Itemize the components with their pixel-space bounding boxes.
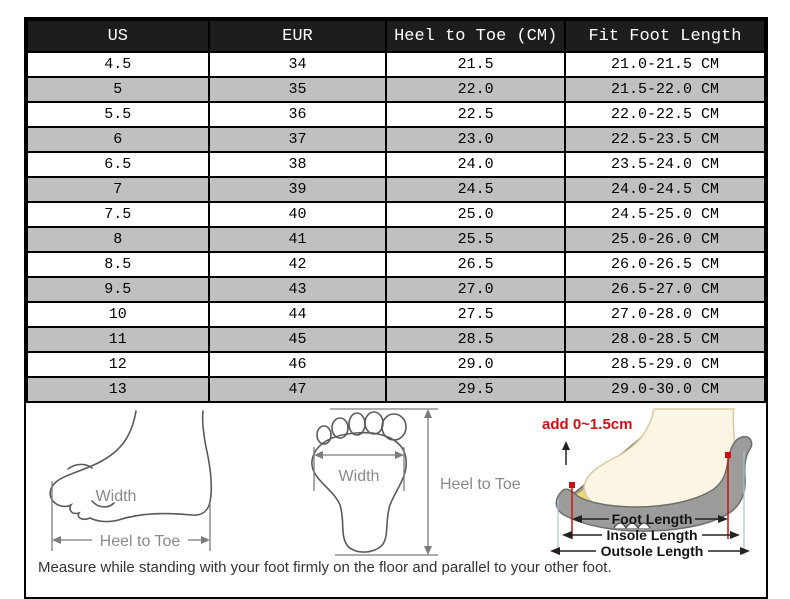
table-cell: 23.0 <box>386 127 565 152</box>
table-cell: 26.0-26.5 CM <box>565 252 765 277</box>
table-cell: 36 <box>209 102 387 127</box>
table-cell: 22.0 <box>386 77 565 102</box>
table-cell: 11 <box>27 327 209 352</box>
table-cell: 6 <box>27 127 209 152</box>
table-header-row <box>27 20 765 52</box>
size-chart-panel <box>24 17 768 599</box>
table-cell: 5 <box>27 77 209 102</box>
column-header-heel-to-toe: Heel to Toe (CM) <box>386 20 565 52</box>
table-row <box>27 327 765 352</box>
column-header-fit-foot-length: Fit Foot Length <box>565 20 765 52</box>
insole-length-label: Insole Length <box>606 527 698 543</box>
table-cell: 29.5 <box>386 377 565 402</box>
table-cell: 43 <box>209 277 387 302</box>
table-cell: 24.0-24.5 CM <box>565 177 765 202</box>
table-cell: 8.5 <box>27 252 209 277</box>
table-row <box>27 377 765 402</box>
table-cell: 28.5-29.0 CM <box>565 352 765 377</box>
table-row <box>27 277 765 302</box>
table-row <box>27 227 765 252</box>
table-cell: 34 <box>209 52 387 77</box>
side-foot-heel-to-toe-label: Heel to Toe <box>99 533 181 550</box>
size-chart-table <box>26 19 766 403</box>
table-cell: 35 <box>209 77 387 102</box>
measurement-diagrams <box>26 403 766 597</box>
table-cell: 25.5 <box>386 227 565 252</box>
table-cell: 21.5 <box>386 52 565 77</box>
table-cell: 23.5-24.0 CM <box>565 152 765 177</box>
table-row <box>27 302 765 327</box>
table-cell: 40 <box>209 202 387 227</box>
table-cell: 44 <box>209 302 387 327</box>
table-cell: 29.0 <box>386 352 565 377</box>
table-cell: 4.5 <box>27 52 209 77</box>
add-allowance-arrow <box>562 441 570 465</box>
table-cell: 27.0 <box>386 277 565 302</box>
table-row <box>27 152 765 177</box>
table-cell: 28.0-28.5 CM <box>565 327 765 352</box>
table-cell: 22.0-22.5 CM <box>565 102 765 127</box>
table-cell: 22.5 <box>386 102 565 127</box>
table-cell: 45 <box>209 327 387 352</box>
table-cell: 47 <box>209 377 387 402</box>
table-cell: 8 <box>27 227 209 252</box>
table-cell: 13 <box>27 377 209 402</box>
table-cell: 28.5 <box>386 327 565 352</box>
table-cell: 12 <box>27 352 209 377</box>
table-row <box>27 252 765 277</box>
table-cell: 39 <box>209 177 387 202</box>
table-cell: 25.0 <box>386 202 565 227</box>
table-cell: 24.0 <box>386 152 565 177</box>
table-row <box>27 177 765 202</box>
table-cell: 42 <box>209 252 387 277</box>
add-allowance-label: add 0~1.5cm <box>542 416 633 433</box>
table-cell: 22.5-23.5 CM <box>565 127 765 152</box>
table-cell: 27.0-28.0 CM <box>565 302 765 327</box>
table-cell: 5.5 <box>27 102 209 127</box>
table-cell: 21.0-21.5 CM <box>565 52 765 77</box>
table-cell: 7.5 <box>27 202 209 227</box>
top-foot-heel-to-toe-label: Heel to Toe <box>440 476 521 493</box>
table-cell: 7 <box>27 177 209 202</box>
foot-length-label: Foot Length <box>611 511 693 527</box>
table-cell: 24.5 <box>386 177 565 202</box>
column-header-eur: EUR <box>209 20 387 52</box>
measure-instruction-note: Measure while standing with your foot firmly on the floor and parallel to your other foot. <box>38 559 612 576</box>
top-foot-width-label: Width <box>338 468 380 485</box>
table-cell: 41 <box>209 227 387 252</box>
table-row <box>27 77 765 102</box>
column-header-us: US <box>27 20 209 52</box>
table-row <box>27 127 765 152</box>
table-cell: 38 <box>209 152 387 177</box>
table-cell: 6.5 <box>27 152 209 177</box>
table-row <box>27 202 765 227</box>
table-cell: 21.5-22.0 CM <box>565 77 765 102</box>
table-cell: 25.0-26.0 CM <box>565 227 765 252</box>
top-foot-diagram <box>290 403 530 563</box>
shoe-length-diagram <box>536 407 766 575</box>
table-row <box>27 102 765 127</box>
table-body <box>27 52 765 402</box>
table-cell: 24.5-25.0 CM <box>565 202 765 227</box>
table-cell: 37 <box>209 127 387 152</box>
outsole-length-label: Outsole Length <box>600 543 704 559</box>
table-cell: 26.5-27.0 CM <box>565 277 765 302</box>
table-row <box>27 52 765 77</box>
table-row <box>27 352 765 377</box>
side-foot-width-label: Width <box>95 488 137 505</box>
table-cell: 26.5 <box>386 252 565 277</box>
side-foot-diagram <box>40 409 245 559</box>
table-cell: 10 <box>27 302 209 327</box>
table-cell: 9.5 <box>27 277 209 302</box>
table-cell: 27.5 <box>386 302 565 327</box>
table-cell: 46 <box>209 352 387 377</box>
table-cell: 29.0-30.0 CM <box>565 377 765 402</box>
